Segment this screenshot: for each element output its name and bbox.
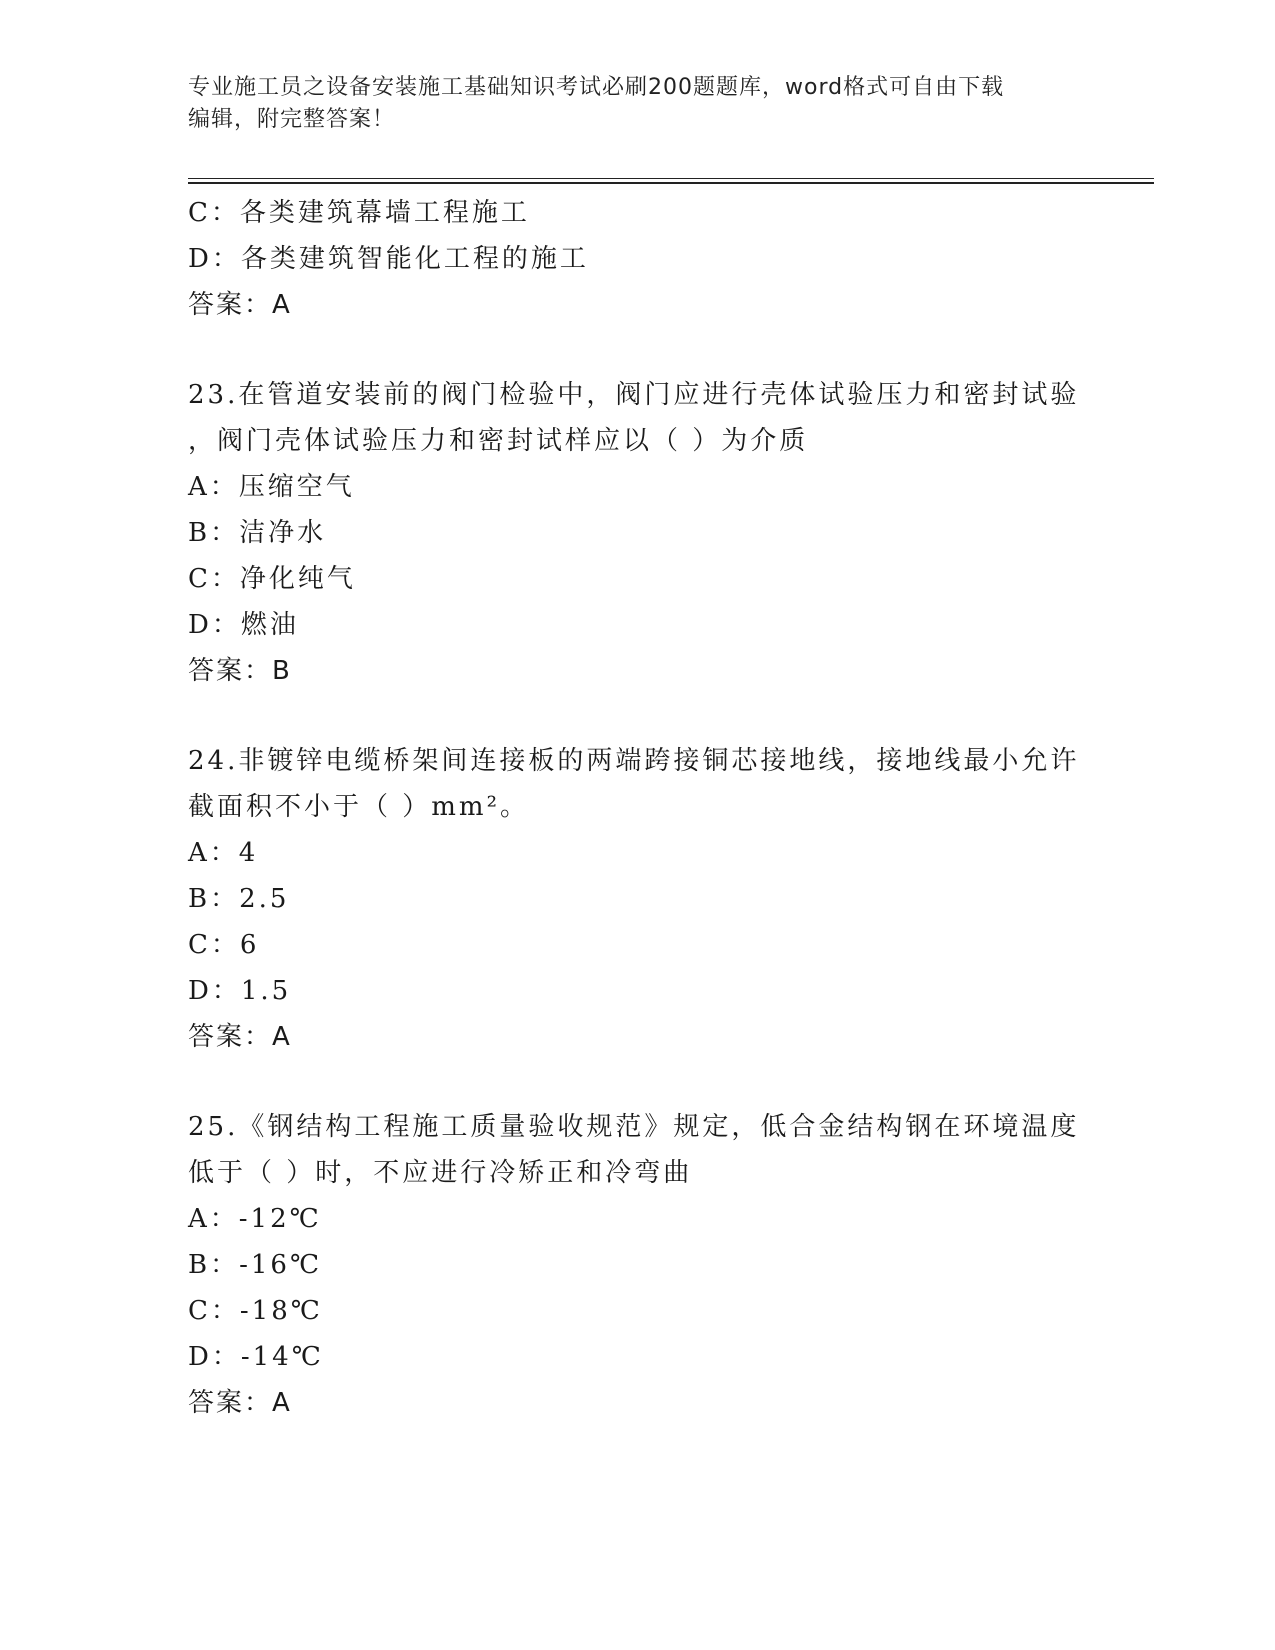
question-text-line: 低于（ ）时，不应进行冷矫正和冷弯曲: [188, 1158, 693, 1188]
question-25: [188, 1104, 1088, 1426]
option-b: B：2.5: [188, 884, 290, 914]
question-23: [188, 372, 1088, 694]
header-divider-bottom: [188, 182, 1154, 184]
option-c: C：净化纯气: [188, 564, 356, 594]
question-text-line: ，阀门壳体试验压力和密封试样应以（ ）为介质: [188, 426, 809, 456]
question-text-line: 23.在管道安装前的阀门检验中，阀门应进行壳体试验压力和密封试验: [188, 380, 1080, 410]
question-text-line: 25.《钢结构工程施工质量验收规范》规定，低合金结构钢在环境温度: [188, 1112, 1080, 1142]
answer-line: 答案：A: [188, 1022, 292, 1052]
option-a: A：-12℃: [188, 1204, 322, 1234]
question-text-line: 24.非镀锌电缆桥架间连接板的两端跨接铜芯接地线，接地线最小允许: [188, 746, 1080, 776]
header-divider-top: [188, 178, 1154, 179]
answer-line: 答案：B: [188, 656, 292, 686]
answer-line: 答案：A: [188, 1388, 292, 1418]
option-b: B：洁净水: [188, 518, 327, 548]
answer-line: 答案：A: [188, 290, 292, 320]
question-text-line: 截面积不小于（ ）mm²。: [188, 792, 529, 822]
option-b: B：-16℃: [188, 1250, 323, 1280]
option-d: D：-14℃: [188, 1342, 324, 1372]
option-d: D：各类建筑智能化工程的施工: [188, 244, 589, 274]
option-c: C：各类建筑幕墙工程施工: [188, 198, 530, 228]
previous-question-tail: [188, 190, 1088, 328]
option-a: A：压缩空气: [188, 472, 355, 502]
document-body: [188, 190, 1088, 1426]
page-header: [188, 72, 1088, 136]
question-24: [188, 738, 1088, 1060]
option-d: D：燃油: [188, 610, 299, 640]
option-c: C：6: [188, 930, 260, 960]
header-line-2: 编辑，附完整答案！: [188, 107, 396, 132]
option-a: A：4: [188, 838, 259, 868]
option-d: D：1.5: [188, 976, 292, 1006]
header-line-1: 专业施工员之设备安装施工基础知识考试必刷200题题库，word格式可自由下载: [188, 75, 1005, 100]
option-c: C：-18℃: [188, 1296, 323, 1326]
